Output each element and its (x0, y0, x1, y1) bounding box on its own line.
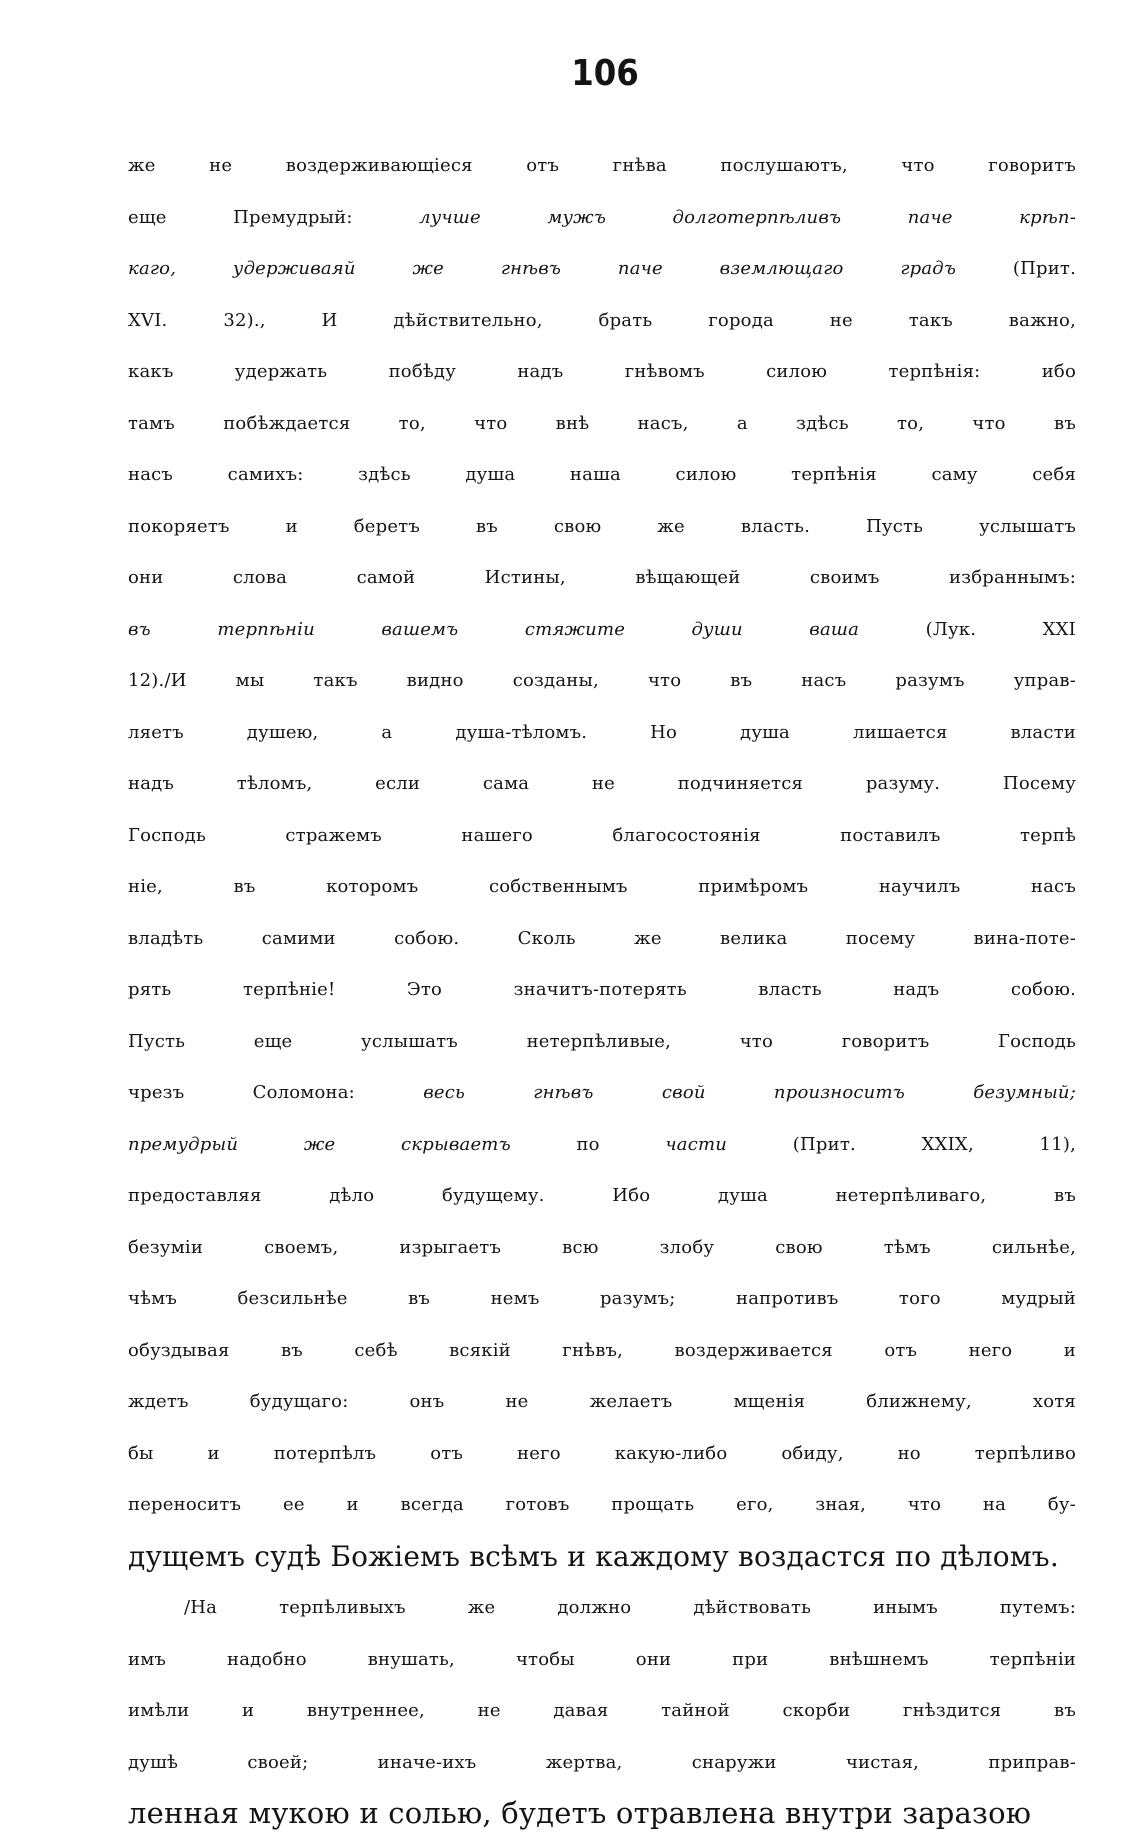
text-line (128, 398, 1076, 450)
text-run: покоряетъ и беретъ въ свою же власть. Пусть услышатъ (128, 515, 1076, 537)
text-line (128, 552, 1076, 604)
text-run: обуздывая въ себѣ всякій гнѣвъ, воздерживается отъ него и (128, 1339, 1076, 1361)
text-line (128, 758, 1076, 810)
italic-quote: части (665, 1133, 728, 1155)
text-run: ляетъ душею, а душа-тѣломъ. Но душа лишается власти (128, 721, 1076, 743)
text-line (128, 964, 1076, 1016)
text-line (128, 1376, 1076, 1428)
text-line (128, 501, 1076, 553)
italic-quote: лучше мужъ долготерпѣливъ паче крѣп- (419, 206, 1076, 228)
text-run: имѣли и внутреннее, не давая тайной скорби гнѣздится въ (128, 1700, 1076, 1721)
text-run: (Прит. XXIX, 11), (727, 1133, 1077, 1155)
text-line (128, 655, 1076, 707)
text-run: Пусть еще услышатъ нетерпѣливые, что говоритъ Господь (128, 1030, 1076, 1052)
text-line (128, 1222, 1076, 1274)
text-run: (Прит. (956, 258, 1077, 279)
text-run: какъ удержать побѣду надъ гнѣвомъ силою терпѣнія: ибо (128, 361, 1076, 382)
text-line (128, 1428, 1076, 1480)
text-line (128, 1273, 1076, 1325)
text-line (128, 810, 1076, 862)
text-line (128, 1634, 1076, 1686)
body-text (128, 140, 1076, 1840)
text-line (128, 1016, 1076, 1068)
italic-quote: въ терпѣніи вашемъ стяжите души ваша (128, 618, 860, 640)
text-run: рять терпѣніе! Это значитъ-потерять власть надъ собою. (128, 979, 1076, 1000)
text-line (128, 707, 1076, 759)
text-run: ніе, въ которомъ собственнымъ примѣромъ научилъ насъ (128, 876, 1076, 897)
text-run: безуміи своемъ, изрыгаетъ всю злобу свою тѣмъ сильнѣе, (128, 1236, 1076, 1258)
text-line (128, 861, 1076, 913)
text-line (128, 1325, 1076, 1377)
text-line (128, 346, 1076, 398)
text-line (128, 604, 1076, 656)
text-line (128, 449, 1076, 501)
text-run: ленная мукою и солью, будетъ отравлена внутри заразою (128, 1796, 1032, 1830)
text-run: надъ тѣломъ, если сама не подчиняется разуму. Посему (128, 773, 1076, 794)
text-run: чрезъ Соломона: (128, 1082, 424, 1103)
text-line (128, 1170, 1076, 1222)
text-run: дущемъ судѣ Божіемъ всѣмъ и каждому воздастся по дѣломъ. (128, 1539, 1059, 1573)
italic-quote: каго, удерживаяй же гнѣвъ паче вземлющаго градъ (128, 258, 957, 279)
text-run: ждетъ будущаго: онъ не желаетъ мщенія ближнему, хотя (128, 1391, 1076, 1412)
text-line (128, 1788, 1076, 1840)
text-run: тамъ побѣждается то, что внѣ насъ, а здѣсь то, что въ (128, 412, 1076, 434)
text-run: предоставляя дѣло будущему. Ибо душа нетерпѣливаго, въ (128, 1185, 1076, 1206)
text-run: имъ надобно внушать, чтобы они при внѣшнемъ терпѣніи (128, 1648, 1076, 1670)
text-line (128, 192, 1076, 244)
text-line (128, 1067, 1076, 1119)
text-run: Господь стражемъ нашего благосостоянія поставилъ терпѣ (128, 824, 1076, 846)
text-line (128, 1737, 1076, 1789)
text-run: по (510, 1133, 666, 1155)
text-run: /На терпѣливыхъ же должно дѣйствовать инымъ путемъ: (184, 1597, 1076, 1618)
text-run: бы и потерпѣлъ отъ него какую-либо обиду, но терпѣливо (128, 1442, 1076, 1464)
text-line (128, 1685, 1076, 1737)
text-line (128, 1531, 1076, 1583)
text-line (128, 1479, 1076, 1531)
text-line (128, 295, 1076, 347)
italic-quote: премудрый же скрываетъ (128, 1133, 511, 1155)
text-line (128, 1582, 1076, 1634)
text-run: (Лук. XXI (859, 618, 1076, 640)
text-line (128, 913, 1076, 965)
text-line (128, 1119, 1076, 1171)
page-number: 106 (571, 53, 639, 94)
text-run: душѣ своей; иначе-ихъ жертва, снаружи чистая, приправ- (128, 1751, 1076, 1773)
italic-quote: весь гнѣвъ свой произноситъ безумный; (423, 1082, 1076, 1103)
text-line (128, 243, 1076, 295)
text-run: владѣть самими собою. Сколь же велика посему вина-поте- (128, 927, 1076, 949)
text-line (128, 140, 1076, 192)
text-run: чѣмъ безсильнѣе въ немъ разумъ; напротивъ того мудрый (128, 1288, 1076, 1309)
text-run: насъ самихъ: здѣсь душа наша силою терпѣнія саму себя (128, 464, 1076, 485)
text-run: же не воздерживающіеся отъ гнѣва послушаютъ, что говоритъ (128, 155, 1076, 176)
text-run: XVI. 32)., И дѣйствительно, брать города не такъ важно, (128, 309, 1076, 331)
text-run: еще Премудрый: (128, 206, 420, 228)
text-run: они слова самой Истины, вѣщающей своимъ избраннымъ: (128, 567, 1076, 588)
text-run: переноситъ ее и всегда готовъ прощать его, зная, что на бу- (128, 1494, 1076, 1515)
text-run: 12)./И мы такъ видно созданы, что въ насъ разумъ управ- (128, 670, 1076, 691)
